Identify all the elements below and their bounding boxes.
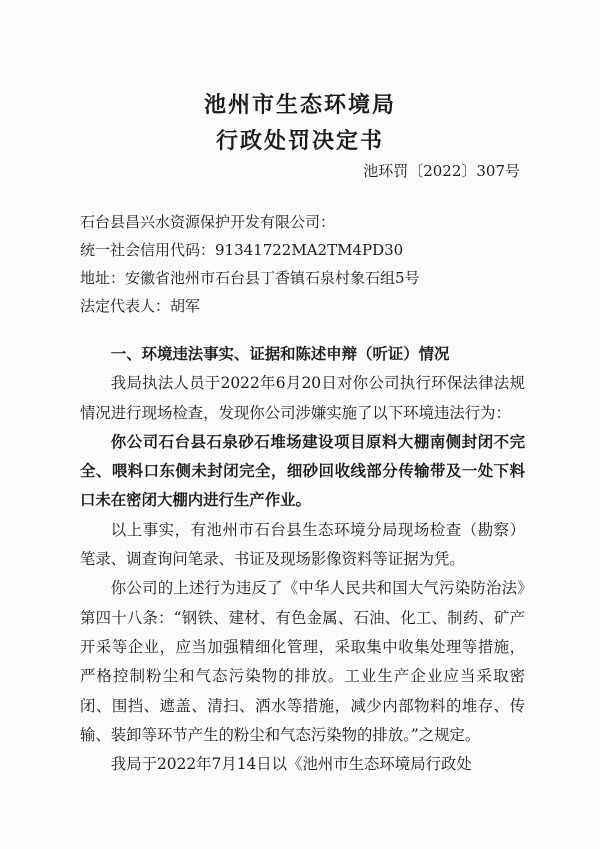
paragraph-notice: 我局于2022年7月14日以《池州市生态环境局行政处 xyxy=(110,755,472,774)
paragraph-legal-basis: 你公司的上述行为违反了《中华人民共和国大气污染防治法》第四十八条：“钢铁、建材、有色金属、石油、化工、制药、矿产开采等企业，应当加强精细化管理，采取集中收集处理等措施，严格控制粉尘和气态污染物的排放。工业生产企业应当采取密闭、围挡、遮盖、清扫、洒水等措施，减少内部物料的堆存、传输、装卸等环节产生的粉尘和气态污染物的排放。”之规定。 xyxy=(80,579,525,744)
paragraph-inspection: 我局执法人员于2022年6月20日对你公司执行环保法律法规情况进行现场检查，发现你公司涉嫌实施了以下环境违法行为： xyxy=(80,374,525,422)
document-body xyxy=(80,340,525,779)
paragraph-evidence: 以上事实，有池州市石台县生态环境分局现场检查（勘察）笔录、调查询问笔录、书证及现场影像资料等证据为凭。 xyxy=(80,520,525,569)
party-credit-code: 统一社会信用代码：91341722MA2TM4PD30 xyxy=(80,241,404,259)
party-legal-rep: 法定代表人：胡军 xyxy=(80,297,201,315)
section-heading: 一、环境违法事实、证据和陈述申辩（听证）情况 xyxy=(110,345,450,363)
paragraph-violation-facts: 你公司石台县石泉砂石堆场建设项目原料大棚南侧封闭不完全、喂料口东侧未封闭完全，细砂回收线部分传输带及一处下料口未在密闭大棚内进行生产作业。 xyxy=(80,432,525,510)
document-number: 池环罚〔2022〕307号 xyxy=(363,162,520,180)
document-title-type: 行政处罚决定书 xyxy=(215,128,384,154)
party-company: 石台县昌兴水资源保护开发有限公司： xyxy=(80,213,336,231)
party-address: 地址：安徽省池州市石台县丁香镇石泉村象石组5号 xyxy=(80,269,420,287)
document-title-agency: 池州市生态环境局 xyxy=(203,92,396,118)
